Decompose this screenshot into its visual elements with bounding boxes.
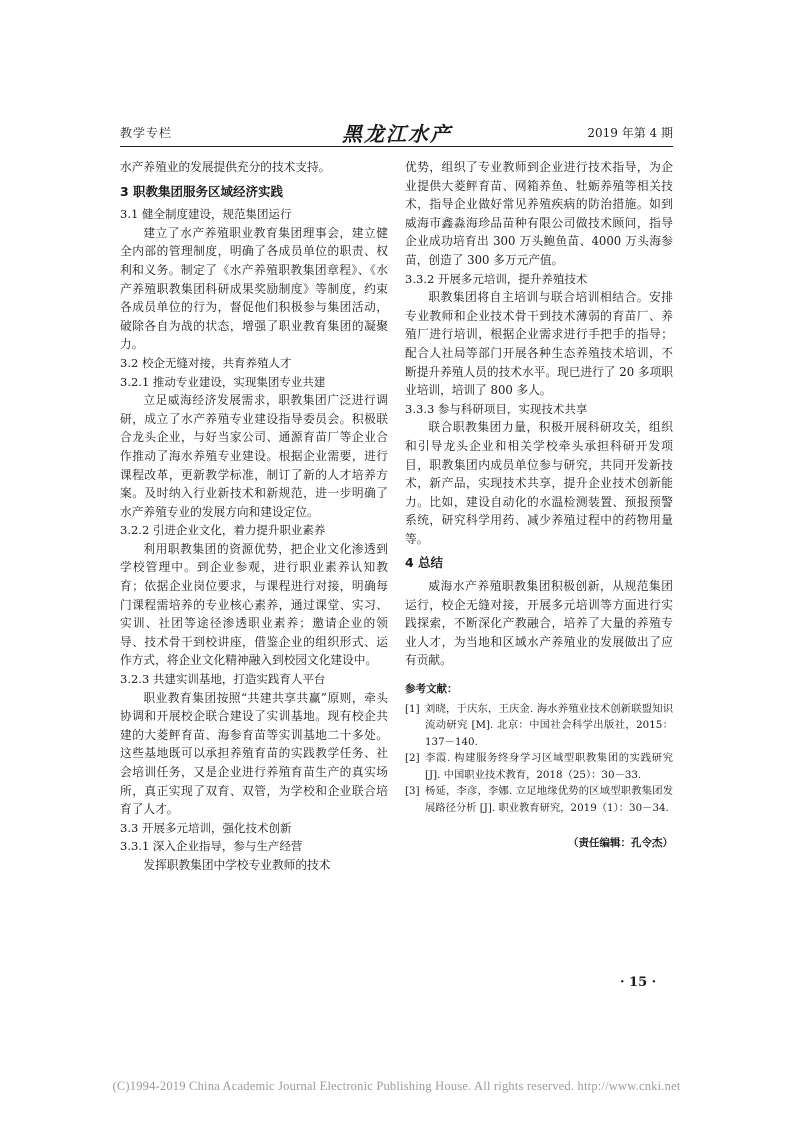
subsubsection-heading: 3.3.2 开展多元培训，提升养殖技术 [405, 271, 588, 286]
reference-list [405, 701, 673, 817]
subsection-heading: 3.3 开展多元培训，强化技术创新 [120, 820, 292, 835]
section-heading: 4 总结 [405, 555, 444, 571]
paragraph: 职业教育集团按照“共建共享共赢”原则，牵头协调和开展校企联合建设了实训基地。现有校企共建的大菱鲆育苗、海参育苗等实训基地二十多处。这些基地既可以承担养殖育苗的实践教学任务、社会培训任务，又是企业进行养殖育苗生产的真实场所，真正实现了双育、双管，为学校和企业联合培育了人才。 [120, 690, 388, 817]
paragraph: 水产养殖业的发展提供充分的技术支持。 [120, 160, 331, 174]
copyright-footer: (C)1994-2019 China Academic Journal Electronic Publishing House. All rights reserved. http://www.cnki.net [112, 1079, 681, 1093]
right-column-body [405, 158, 673, 670]
journal-logo: 黑龙江水产 [342, 122, 452, 146]
paragraph: 利用职教集团的资源优势，把企业文化渗透到学校管理中。到企业参观，进行职业素养认知教育；依据企业岗位要求，与课程进行对接，明确每门课程需培养的专业核心素养，通过课堂、实习、实训、社团等途径渗透职业素养；邀请企业的领导、技术骨干到校讲座，借鉴企业的组织形式、运作方式，将企业文化精神融入到校园文化建设中。 [120, 541, 388, 668]
reference-number: [3] [405, 785, 420, 798]
reference-item [405, 701, 673, 751]
paragraph: 发挥职教集团中学校专业教师的技术 [143, 857, 331, 872]
right-column [405, 158, 673, 853]
reference-item [405, 750, 673, 783]
issue-label: 2019 年第 4 期 [587, 126, 673, 140]
subsubsection-heading: 3.2.1 推动专业建设，实现集团专业共建 [120, 374, 326, 389]
paragraph: 威海水产养殖职教集团积极创新，从规范集团运行，校企无缝对接，开展多元培训等方面进行实践探索，不断深化产教融合，培养了大量的养殖专业人才，为当地和区域水产养殖业的发展做出了应有贡献。 [405, 579, 673, 668]
paragraph: 联合职教集团力量，积极开展科研攻关，组织和引导龙头企业和相关学校牵头承担科研开发项目，职教集团内成员单位参与研究，共同开发新技术，新产品，实现技术共享，提升企业技术创新能力。比如，建设自动化的水温检测装置、预报预警系统，研究科学用药、减少养殖过程中的药物用量等。 [405, 420, 673, 546]
page-number: · 15 · [620, 975, 657, 990]
references-title: 参考文献： [405, 683, 458, 696]
reference-text: 李霞. 构建服务终身学习区域型职教集团的实践研究 [J]. 中国职业技术教育，2018（25）：30－33. [425, 752, 673, 781]
paragraph: 优势，组织了专业教师到企业进行技术指导，为企业提供大菱鲆育苗、网箱养鱼、牡蛎养殖等相关技术，指导企业做好常见养殖疾病的防治措施。如到威海市鑫淼海珍品苗种有限公司做技术顾问，指导企业成功培育出 300 万头鲍鱼苗、4000 万头海参苗，创造了 300 多万元产值。 [405, 160, 673, 267]
paragraph: 职教集团将自主培训与联合培训相结合。安排专业教师和企业技术骨干到技术薄弱的育苗厂、养殖厂进行培训，根据企业需求进行手把手的指导；配合人社局等部门开展各种生态养殖技术培训，不断提升养殖人员的技术水平。现已进行了 20 多项职业培训，培训了 800 多人。 [405, 290, 673, 398]
subsubsection-heading: 3.2.3 共建实训基地，打造实践育人平台 [120, 672, 326, 687]
paragraph: 建立了水产养殖职业教育集团理事会，建立健全内部的管理制度，明确了各成员单位的职责、权利和义务。制定了《水产养殖职教集团章程》、《水产养殖职教集团科研成果奖励制度》等制度，约束各成员单位的行为，督促他们积极参与集团活动，破除各自为战的状态，增强了职业教育集团的凝聚力。 [120, 225, 388, 352]
reference-number: [2] [405, 752, 420, 765]
references [405, 680, 673, 816]
reference-number: [1] [405, 702, 420, 715]
paragraph: 立足威海经济发展需求，职教集团广泛进行调研，成立了水产养殖专业建设指导委员会。积极联合龙头企业，与好当家公司、通源育苗厂等企业合作推动了海水养殖专业建设。根据企业需要，进行课程改革，更新教学标准，制订了新的人才培养方案。及时纳入行业新技术和新规范，进一步明确了水产养殖专业的发展方向和建设定位。 [120, 393, 388, 519]
subsubsection-heading: 3.2.2 引进企业文化，着力提升职业素养 [120, 523, 326, 538]
header-rule [120, 146, 673, 147]
subsubsection-heading: 3.3.1 深入企业指导，参与生产经营 [120, 839, 303, 854]
section-label: 教学专栏 [120, 126, 173, 140]
subsection-heading: 3.1 健全制度建设，规范集团运行 [120, 207, 292, 222]
reference-text: 杨延，李彦，李娜. 立足地缘优势的区域型职教集团发展路径分析 [J]. 职业教育研究，2019（1）：30－34. [425, 785, 673, 814]
left-column [120, 158, 388, 875]
subsection-heading: 3.2 校企无缝对接，共育养殖人才 [120, 355, 292, 370]
reference-item [405, 783, 673, 816]
section-heading: 3 职教集团服务区域经济实践 [120, 183, 284, 199]
subsubsection-heading: 3.3.3 参与科研项目，实现技术共享 [405, 401, 588, 416]
running-header [120, 118, 673, 146]
reference-text: 刘晓，于庆东，王庆金. 海水养殖业技术创新联盟知识流动研究 [M]. 北京：中国社会科学出版社，2015：137－140. [425, 702, 673, 748]
editor-note: （责任编辑：孔令杰） [568, 837, 673, 850]
